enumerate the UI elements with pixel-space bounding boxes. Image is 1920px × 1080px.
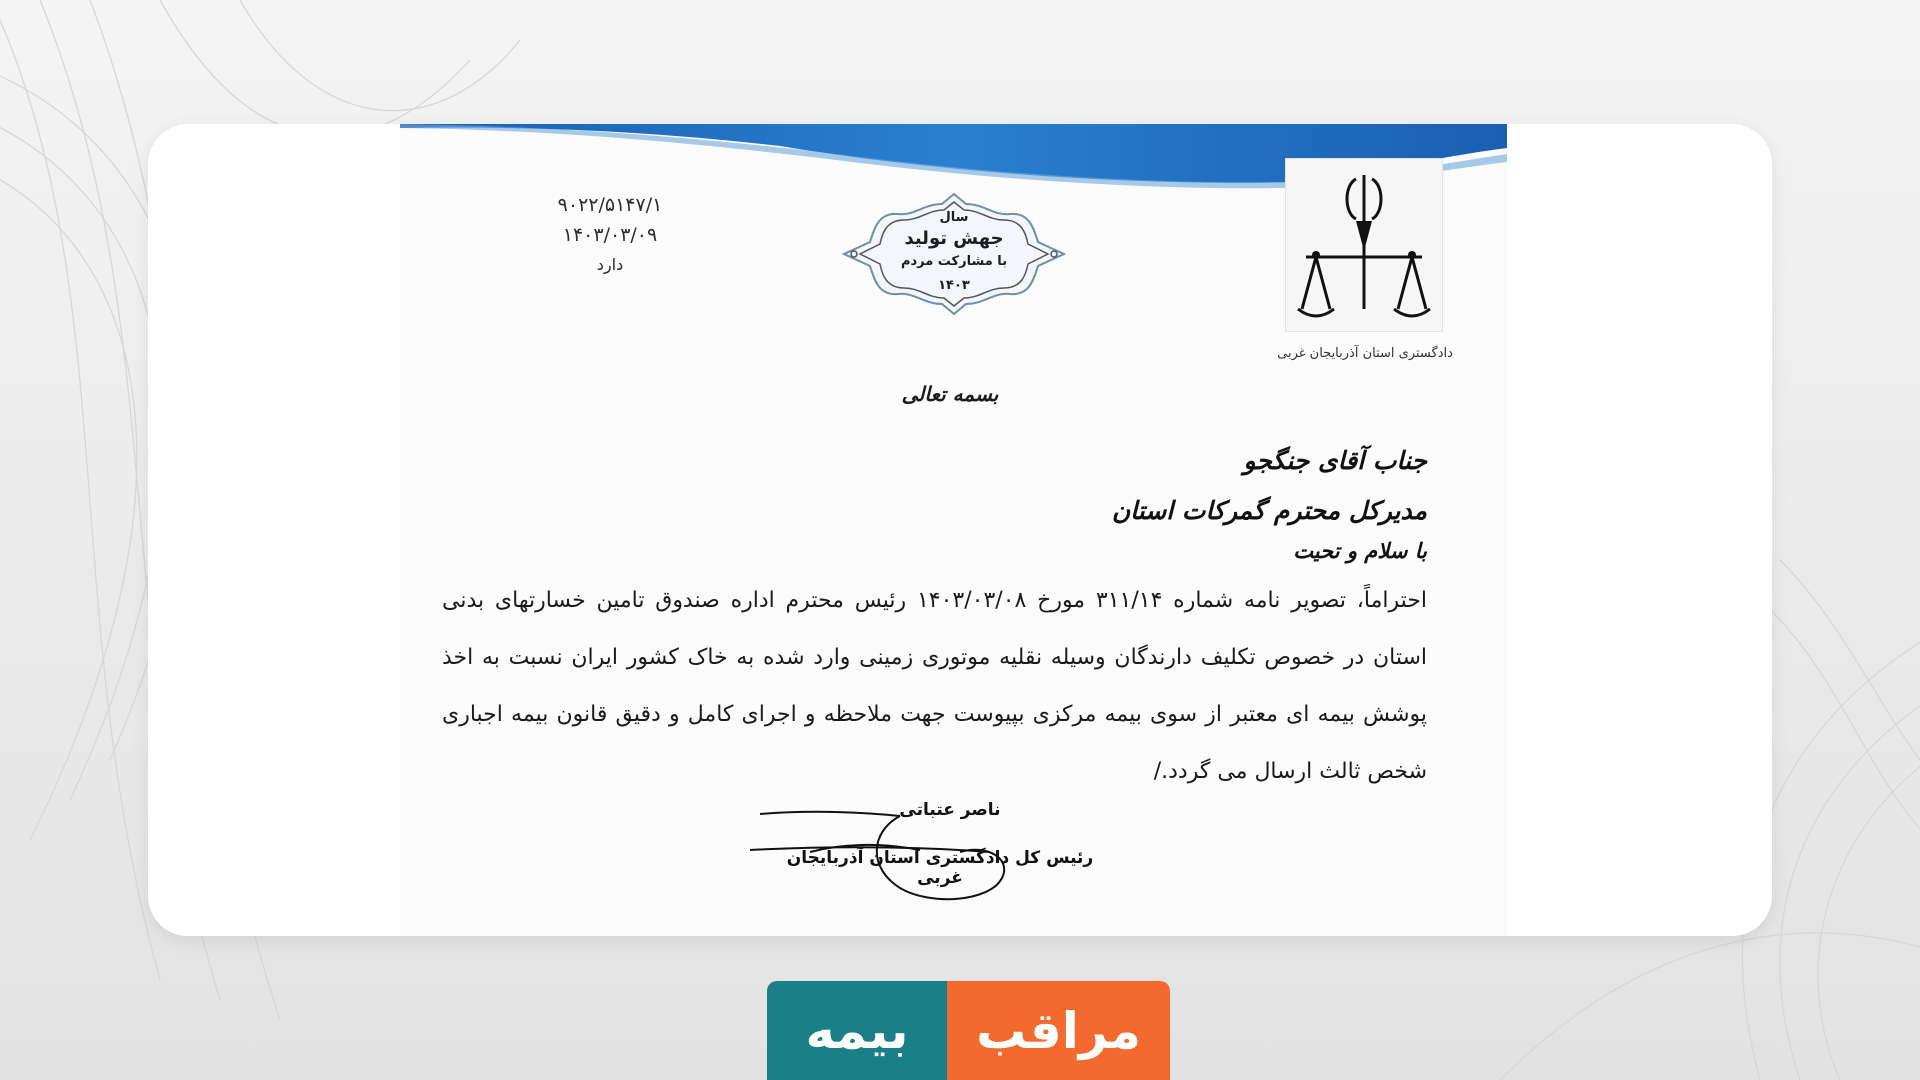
greeting: با سلام و تحیت (1293, 538, 1427, 563)
addressee-position: مدیرکل محترم گمرکات استان (1111, 496, 1427, 525)
brand-logo-teal: بیمه (767, 981, 947, 1080)
letter-date: ۱۴۰۳/۰۳/۰۹ (562, 224, 658, 246)
seal-line-year-label: سال (939, 210, 969, 225)
letter-body: احتراماً، تصویر نامه شماره ۳۱۱/۱۴ مورخ ۱۴۰۳/۰۳/۰۸ رئیس محترم اداره صندوق تامین خسارتهای بدنی استان در خصوص تکلیف دارندگان وسیله نقلیه موتوری زمینی وارد شده به خاک کشور ایران نسبت به اخذ پوشش بیمه ای معتبر از سوی بیمه مرکزی بپیوست جهت ملاحظه و اجرای کامل و دقیق قانون بیمه اجباری شخص ثالث ارسال می گردد./ (442, 588, 1427, 784)
seal-year: ۱۴۰۳ (938, 278, 970, 293)
reference-number: ۹۰۲۲/۵۱۴۷/۱ (557, 194, 663, 216)
production-year-seal (834, 190, 1074, 318)
signer-title: رئیس کل دادگستری استان آذربایجان غربی (786, 848, 1094, 888)
letter-metadata (520, 190, 700, 280)
document-card (148, 124, 1772, 936)
official-letter (400, 124, 1507, 936)
seal-line-title: جهش تولید (904, 228, 1004, 249)
brand-logo (767, 981, 1170, 1080)
brand-logo-orange: مراقب (947, 981, 1170, 1080)
invocation: بسمه تعالی (901, 382, 999, 406)
signer-name: ناصر عتباتی (899, 800, 1001, 820)
seal-line-subtitle: با مشارکت مردم (900, 254, 1008, 269)
emblem-caption: دادگستری استان آذربایجان غربی (1277, 346, 1453, 361)
addressee-name: جناب آقای جنگجو (1243, 446, 1427, 475)
scales-of-justice-icon (1286, 159, 1442, 331)
attachment-status: دارد (596, 255, 624, 274)
judiciary-emblem (1285, 158, 1443, 332)
